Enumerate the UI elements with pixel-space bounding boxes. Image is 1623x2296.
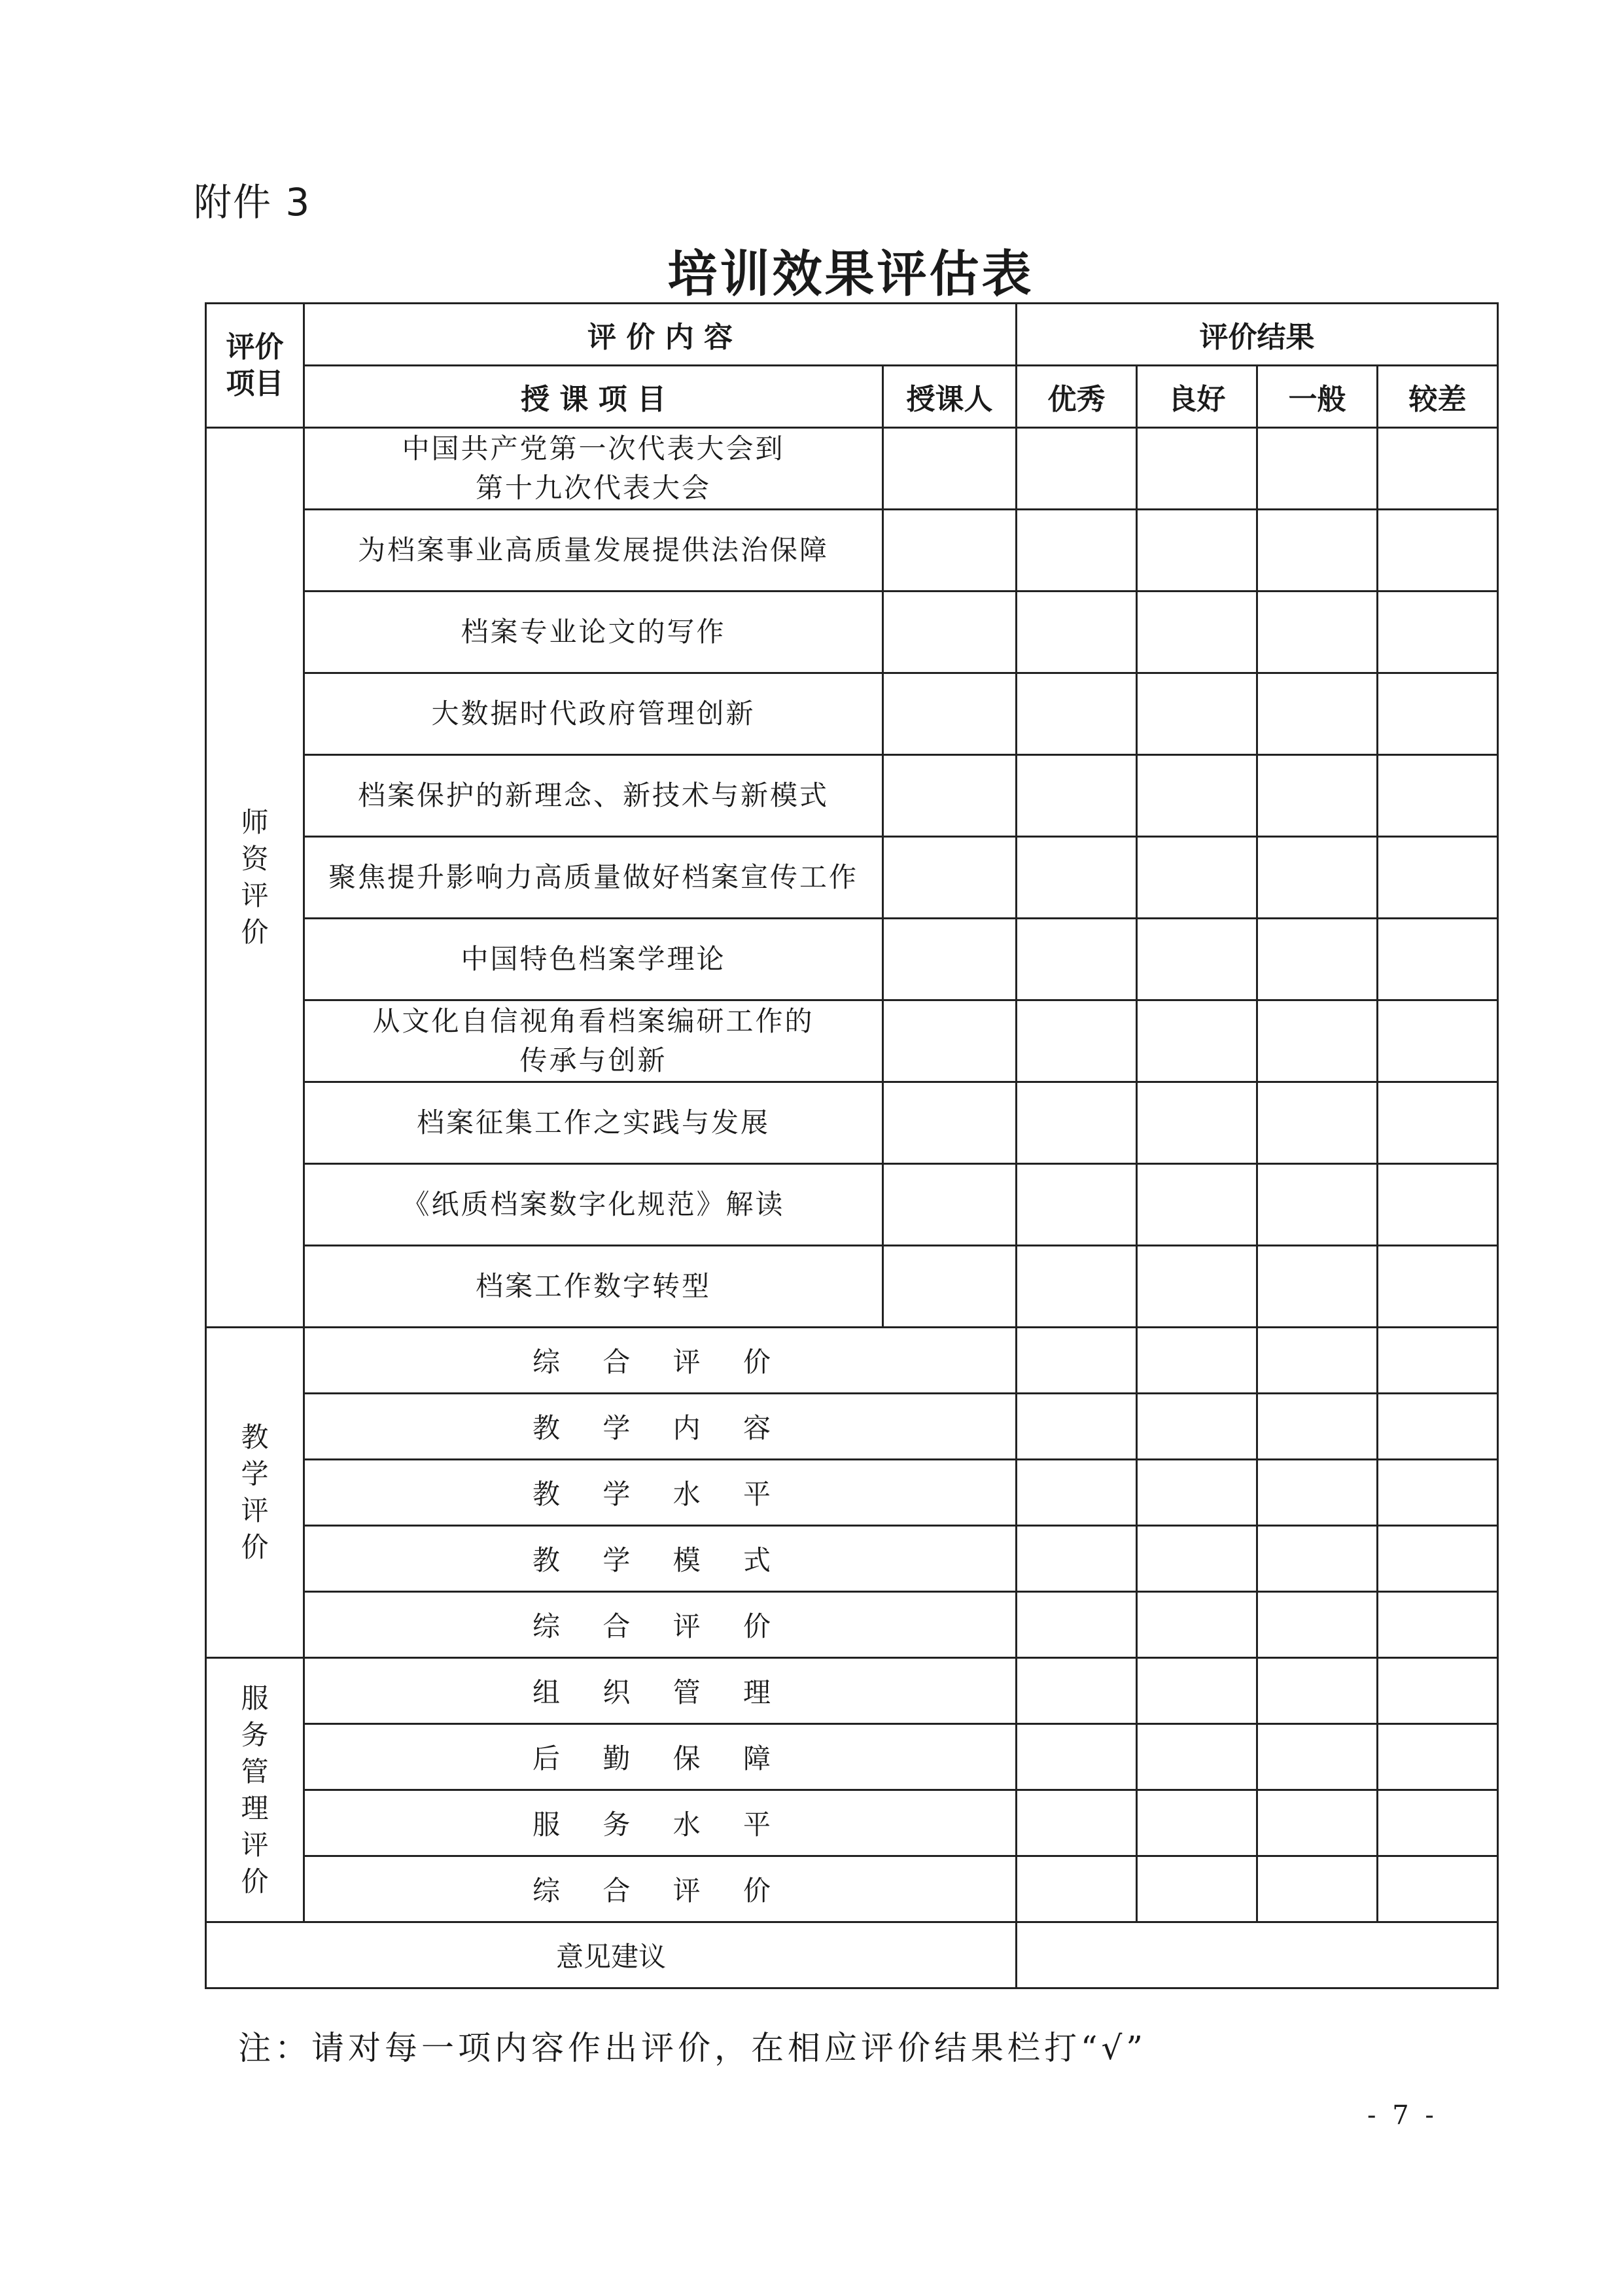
rating-cell[interactable]	[1378, 919, 1498, 1000]
rating-cell[interactable]	[1137, 1856, 1257, 1922]
rating-cell[interactable]	[1137, 1000, 1257, 1082]
teacher-cell[interactable]	[883, 673, 1017, 755]
form-title: 培训效果评估表	[667, 245, 1034, 303]
rating-cell[interactable]	[1378, 1460, 1498, 1526]
rating-cell[interactable]	[1378, 673, 1498, 755]
table-row	[206, 673, 1498, 755]
course-cell: 档案专业论文的写作	[304, 592, 883, 673]
rating-cell[interactable]	[1257, 1856, 1378, 1922]
rating-cell[interactable]	[1257, 755, 1378, 837]
table-row	[206, 755, 1498, 837]
teacher-cell[interactable]	[883, 1000, 1017, 1082]
table-row	[206, 1000, 1498, 1082]
rating-cell[interactable]	[1137, 1526, 1257, 1592]
header-teacher-col: 授课人	[883, 366, 1017, 428]
table-row	[206, 1164, 1498, 1246]
rating-cell[interactable]	[1137, 1790, 1257, 1856]
header-content-group: 评 价 内 容	[304, 304, 1017, 366]
rating-cell[interactable]	[1137, 673, 1257, 755]
rating-cell[interactable]	[1378, 1328, 1498, 1394]
teacher-cell[interactable]	[883, 1246, 1017, 1328]
rating-cell[interactable]	[1378, 1394, 1498, 1460]
header-rating-excellent: 优秀	[1017, 366, 1137, 428]
course-cell: 组 织 管 理	[304, 1658, 1017, 1724]
course-cell: 教 学 水 平	[304, 1460, 1017, 1526]
course-cell: 中国共产党第一次代表大会到 第十九次代表大会	[304, 428, 883, 510]
rating-cell[interactable]	[1378, 1790, 1498, 1856]
course-cell: 服 务 水 平	[304, 1790, 1017, 1856]
category-cell: 教学评价	[206, 1328, 304, 1658]
suggestion-label: 意见建议	[206, 1922, 1017, 1988]
rating-cell[interactable]	[1378, 1856, 1498, 1922]
rating-cell[interactable]	[1257, 1164, 1378, 1246]
rating-cell[interactable]	[1017, 673, 1137, 755]
header-rating-poor: 较差	[1378, 366, 1498, 428]
teacher-cell[interactable]	[883, 755, 1017, 837]
rating-cell[interactable]	[1017, 1246, 1137, 1328]
evaluation-table	[205, 302, 1499, 1989]
rating-cell[interactable]	[1017, 1658, 1137, 1724]
rating-cell[interactable]	[1257, 1246, 1378, 1328]
rating-cell[interactable]	[1137, 1164, 1257, 1246]
rating-cell[interactable]	[1017, 1460, 1137, 1526]
rating-cell[interactable]	[1257, 1460, 1378, 1526]
rating-cell[interactable]	[1378, 837, 1498, 919]
rating-cell[interactable]	[1137, 1592, 1257, 1658]
rating-cell[interactable]	[1257, 837, 1378, 919]
rating-cell[interactable]	[1137, 1658, 1257, 1724]
rating-cell[interactable]	[1137, 1394, 1257, 1460]
rating-cell[interactable]	[1378, 755, 1498, 837]
table-row	[206, 1856, 1498, 1922]
rating-cell[interactable]	[1017, 1000, 1137, 1082]
course-cell: 档案工作数字转型	[304, 1246, 883, 1328]
rating-cell[interactable]	[1257, 1790, 1378, 1856]
table-row	[206, 1526, 1498, 1592]
rating-cell[interactable]	[1257, 1082, 1378, 1164]
rating-cell[interactable]	[1378, 1082, 1498, 1164]
rating-cell[interactable]	[1137, 837, 1257, 919]
table-row	[206, 428, 1498, 510]
course-cell: 聚焦提升影响力高质量做好档案宣传工作	[304, 837, 883, 919]
rating-cell[interactable]	[1137, 1246, 1257, 1328]
table-row	[206, 1082, 1498, 1164]
rating-cell[interactable]	[1137, 428, 1257, 510]
category-cell: 服务管理评价	[206, 1658, 304, 1922]
table-row	[206, 1394, 1498, 1460]
rating-cell[interactable]	[1257, 510, 1378, 592]
rating-cell[interactable]	[1017, 1082, 1137, 1164]
rating-cell[interactable]	[1137, 919, 1257, 1000]
rating-cell[interactable]	[1137, 510, 1257, 592]
rating-cell[interactable]	[1137, 1460, 1257, 1526]
course-cell: 《纸质档案数字化规范》解读	[304, 1164, 883, 1246]
rating-cell[interactable]	[1017, 1856, 1137, 1922]
rating-cell[interactable]	[1257, 1328, 1378, 1394]
rating-cell[interactable]	[1137, 592, 1257, 673]
table-row	[206, 1460, 1498, 1526]
header-course-col: 授 课 项 目	[304, 366, 883, 428]
rating-cell[interactable]	[1378, 1592, 1498, 1658]
rating-cell[interactable]	[1378, 1526, 1498, 1592]
rating-cell[interactable]	[1137, 1328, 1257, 1394]
rating-cell[interactable]	[1378, 1000, 1498, 1082]
rating-cell[interactable]	[1017, 1328, 1137, 1394]
course-cell: 从文化自信视角看档案编研工作的 传承与创新	[304, 1000, 883, 1082]
table-row	[206, 592, 1498, 673]
footnote: 注：请对每一项内容作出评价，在相应评价结果栏打“√”	[238, 2029, 1147, 2067]
course-cell: 中国特色档案学理论	[304, 919, 883, 1000]
rating-cell[interactable]	[1017, 1164, 1137, 1246]
rating-cell[interactable]	[1257, 1526, 1378, 1592]
course-cell: 档案征集工作之实践与发展	[304, 1082, 883, 1164]
rating-cell[interactable]	[1017, 592, 1137, 673]
rating-cell[interactable]	[1137, 1724, 1257, 1790]
rating-cell[interactable]	[1017, 510, 1137, 592]
rating-cell[interactable]	[1017, 1592, 1137, 1658]
rating-cell[interactable]	[1378, 1246, 1498, 1328]
rating-cell[interactable]	[1017, 1724, 1137, 1790]
rating-cell[interactable]	[1017, 1526, 1137, 1592]
rating-cell[interactable]	[1017, 428, 1137, 510]
course-cell: 教 学 模 式	[304, 1526, 1017, 1592]
course-cell: 为档案事业高质量发展提供法治保障	[304, 510, 883, 592]
course-cell: 综 合 评 价	[304, 1328, 1017, 1394]
rating-cell[interactable]	[1378, 1724, 1498, 1790]
table-row	[206, 1724, 1498, 1790]
header-result-group: 评价结果	[1017, 304, 1498, 366]
rating-cell[interactable]	[1017, 837, 1137, 919]
table-row	[206, 1328, 1498, 1394]
course-cell: 大数据时代政府管理创新	[304, 673, 883, 755]
rating-cell[interactable]	[1137, 755, 1257, 837]
rating-cell[interactable]	[1017, 1790, 1137, 1856]
header-rating-good: 良好	[1137, 366, 1257, 428]
category-cell: 师资评价	[206, 428, 304, 1328]
course-cell: 档案保护的新理念、新技术与新模式	[304, 755, 883, 837]
teacher-cell[interactable]	[883, 919, 1017, 1000]
rating-cell[interactable]	[1017, 919, 1137, 1000]
course-cell: 教 学 内 容	[304, 1394, 1017, 1460]
teacher-cell[interactable]	[883, 592, 1017, 673]
annex-label: 附件 3	[194, 180, 311, 224]
rating-cell[interactable]	[1017, 1394, 1137, 1460]
table-row	[206, 1790, 1498, 1856]
teacher-cell[interactable]	[883, 1164, 1017, 1246]
table-row	[206, 919, 1498, 1000]
table-row	[206, 1658, 1498, 1724]
course-cell: 综 合 评 价	[304, 1856, 1017, 1922]
teacher-cell[interactable]	[883, 1082, 1017, 1164]
table-row	[206, 1246, 1498, 1328]
rating-cell[interactable]	[1378, 428, 1498, 510]
rating-cell[interactable]	[1378, 1658, 1498, 1724]
teacher-cell[interactable]	[883, 837, 1017, 919]
rating-cell[interactable]	[1257, 1394, 1378, 1460]
rating-cell[interactable]	[1137, 1082, 1257, 1164]
rating-cell[interactable]	[1257, 1592, 1378, 1658]
rating-cell[interactable]	[1257, 592, 1378, 673]
rating-cell[interactable]	[1378, 592, 1498, 673]
rating-cell[interactable]	[1257, 428, 1378, 510]
teacher-cell[interactable]	[883, 510, 1017, 592]
page-number: - 7 -	[1367, 2100, 1438, 2130]
rating-cell[interactable]	[1257, 919, 1378, 1000]
suggestion-field[interactable]	[1017, 1922, 1498, 1988]
rating-cell[interactable]	[1378, 1164, 1498, 1246]
table-row	[206, 510, 1498, 592]
rating-cell[interactable]	[1257, 1658, 1378, 1724]
course-cell: 综 合 评 价	[304, 1592, 1017, 1658]
rating-cell[interactable]	[1378, 510, 1498, 592]
table-row	[206, 837, 1498, 919]
rating-cell[interactable]	[1017, 755, 1137, 837]
header-item-col: 评价项目	[206, 304, 304, 428]
rating-cell[interactable]	[1257, 673, 1378, 755]
rating-cell[interactable]	[1257, 1724, 1378, 1790]
header-rating-average: 一般	[1257, 366, 1378, 428]
suggestion-row	[206, 1922, 1498, 1988]
teacher-cell[interactable]	[883, 428, 1017, 510]
rating-cell[interactable]	[1257, 1000, 1378, 1082]
table-row	[206, 1592, 1498, 1658]
course-cell: 后 勤 保 障	[304, 1724, 1017, 1790]
